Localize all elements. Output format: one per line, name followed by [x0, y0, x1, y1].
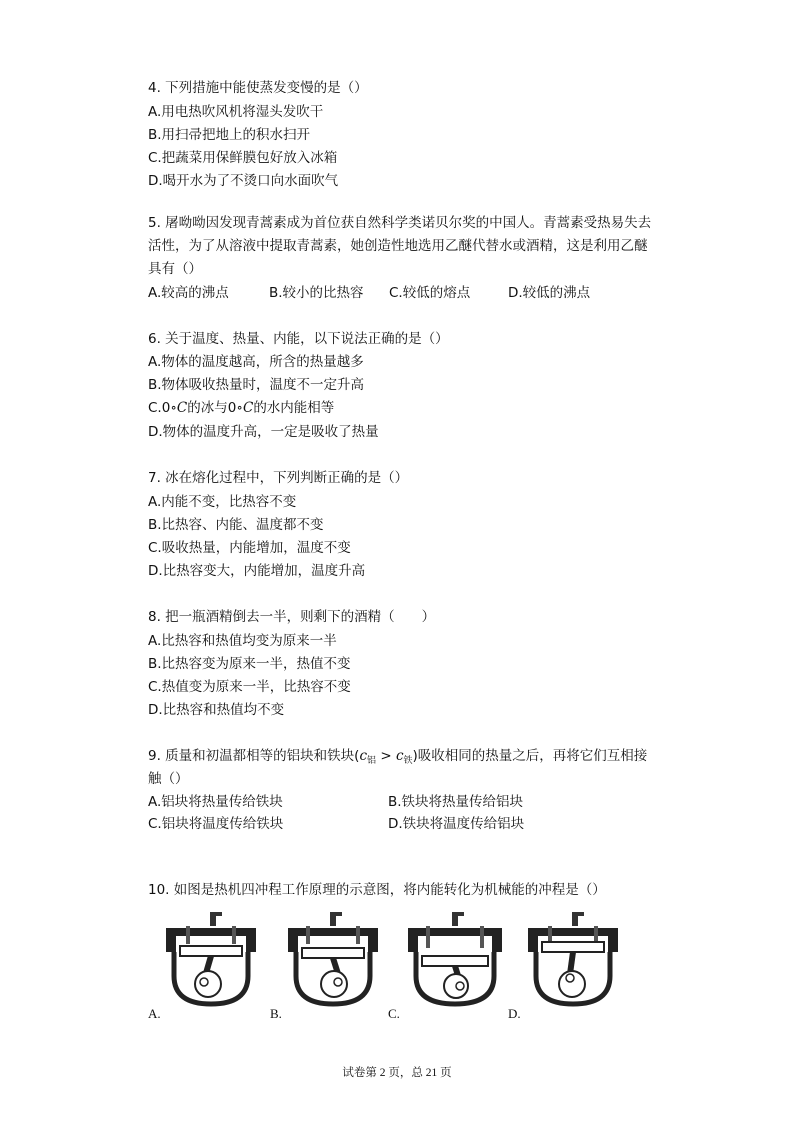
q6-option-a: A.物体的温度越高，所含的热量越多 [148, 354, 364, 370]
q6-option-c: C.0∘C的冰与0∘C的水内能相等 [148, 400, 335, 416]
q9-stem-line2: 触（） [148, 771, 189, 787]
q5-stem-line3: 具有（） [148, 261, 202, 277]
q5-option-d: D.较低的沸点 [508, 285, 591, 301]
q5-stem-line2: 活性，为了从溶液中提取青蒿素，她创造性地选用乙醚代替水或酒精，这是利用乙醚 [148, 238, 648, 254]
q7-option-d: D.比热容变大，内能增加，温度升高 [148, 563, 366, 579]
celsius-unit: ∘C [236, 400, 254, 416]
q4-stem: 4. 下列措施中能使蒸发变慢的是（） [148, 80, 368, 96]
q6-stem: 6. 关于温度、热量、内能，以下说法正确的是（） [148, 331, 449, 347]
q5-option-c: C.较低的熔点 [389, 285, 471, 301]
q7-option-b: B.比热容、内能、温度都不变 [148, 517, 324, 533]
engine-diagram-a [158, 912, 264, 1012]
q7-stem: 7. 冰在熔化过程中，下列判断正确的是（） [148, 470, 409, 486]
q4-option-b: B.用扫帚把地上的积水扫开 [148, 127, 311, 143]
engine-diagram-c [402, 912, 508, 1012]
q10-stem: 10. 如图是热机四冲程工作原理的示意图，将内能转化为机械能的冲程是（） [148, 882, 606, 898]
q6-option-b: B.物体吸收热量时，温度不一定升高 [148, 377, 365, 393]
engine-diagram-d [520, 912, 626, 1012]
q9-option-c: C.铝块将温度传给铁块 [148, 816, 284, 832]
q7-option-c: C.吸收热量，内能增加，温度不变 [148, 540, 351, 556]
q7-option-a: A.内能不变，比热容不变 [148, 494, 297, 510]
q5-stem-line1: 5. 屠呦呦因发现青蒿素成为首位获自然科学类诺贝尔奖的中国人。青蒿素受热易失去 [148, 215, 652, 231]
q8-option-c: C.热值变为原来一半，比热容不变 [148, 679, 351, 695]
page-footer: 试卷第 2 页，总 21 页 [342, 1067, 452, 1079]
q8-option-d: D.比热容和热值均不变 [148, 702, 285, 718]
q5-option-b: B.较小的比热容 [269, 285, 364, 301]
subscript-iron: 铁 [403, 756, 413, 766]
q10-option-b: B. [270, 1006, 282, 1021]
q4-option-a: A.用电热吹风机将湿头发吹干 [148, 104, 324, 120]
engine-diagram-b [280, 912, 386, 1012]
q8-stem: 8. 把一瓶酒精倒去一半，则剩下的酒精（ ） [148, 609, 436, 625]
q9-option-d: D.铁块将温度传给铝块 [388, 816, 525, 832]
q10-option-d: D. [508, 1006, 521, 1021]
q8-option-b: B.比热容变为原来一半，热值不变 [148, 656, 351, 672]
q9-option-a: A.铝块将热量传给铁块 [148, 794, 283, 810]
q6-option-d: D.物体的温度升高，一定是吸收了热量 [148, 424, 379, 440]
subscript-aluminum: 铝 [367, 756, 377, 766]
q4-option-c: C.把蔬菜用保鲜膜包好放入冰箱 [148, 150, 338, 166]
celsius-unit: ∘C [170, 400, 188, 416]
q9-stem-line1: 9. 质量和初温都相等的铝块和铁块$(c_铝 > c_铁)$吸收相同的热量之后，再将它们互相接 [148, 748, 648, 766]
q8-option-a: A.比热容和热值均变为原来一半 [148, 633, 337, 649]
q9-option-b: B.铁块将热量传给铝块 [388, 794, 524, 810]
q10-option-a: A. [148, 1006, 161, 1021]
q10-option-c: C. [388, 1006, 400, 1021]
q5-option-a: A.较高的沸点 [148, 285, 229, 301]
q4-option-d: D.喝开水为了不烫口向水面吹气 [148, 173, 339, 189]
